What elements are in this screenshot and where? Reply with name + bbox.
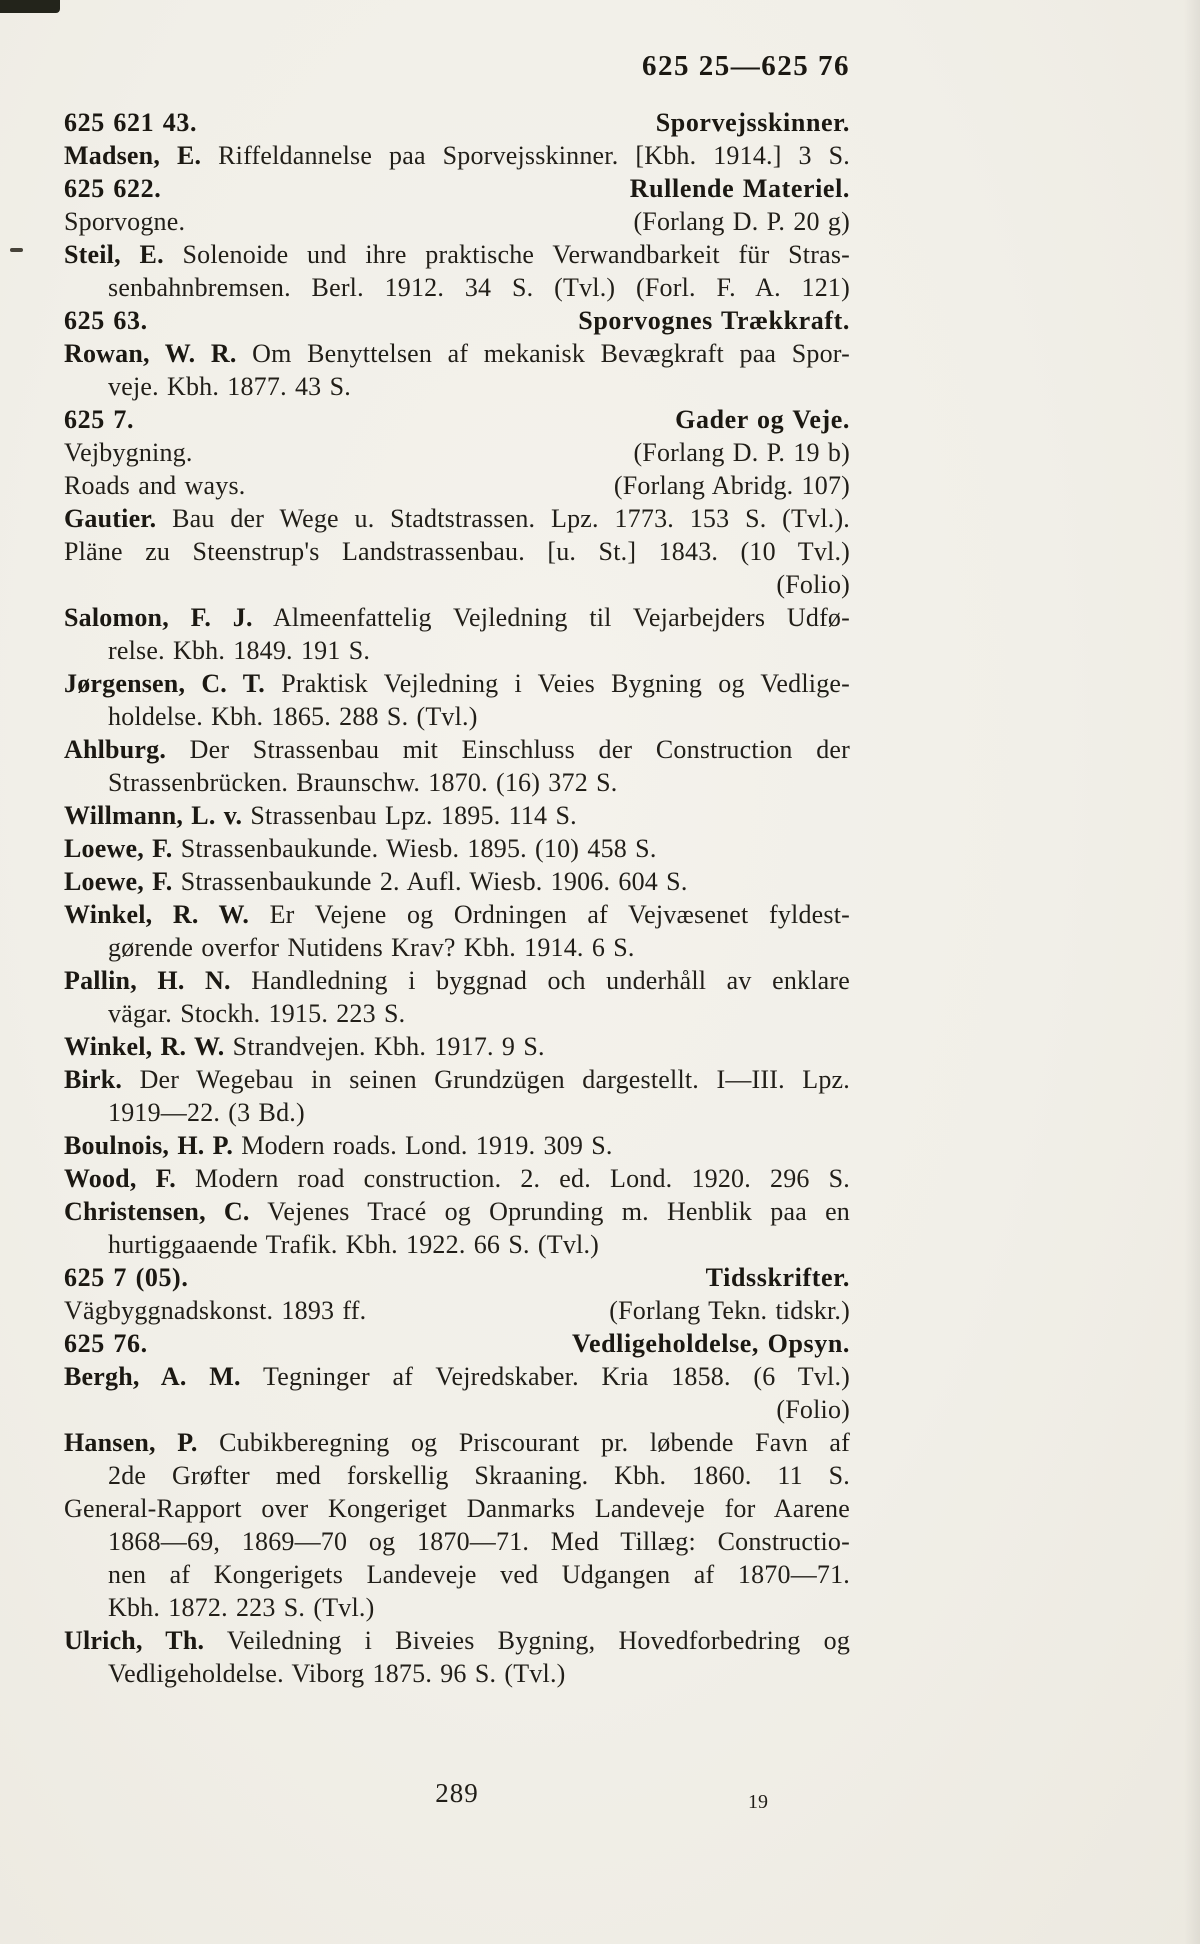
entry-continuation-line [64,1558,850,1591]
entry-author: Wood, F. [64,1164,176,1193]
page-header-classification-range: 625 25—625 76 [642,50,850,82]
entry-text: Vedligeholdelse. Viborg 1875. 96 S. (Tvl.) [108,1659,566,1688]
entry-author: Birk. [64,1065,123,1094]
entry-text: holdelse. Kbh. 1865. 288 S. (Tvl.) [108,702,478,731]
entry-line [64,139,850,172]
reference-note: (Forlang Abridg. 107) [613,471,850,500]
format-note-line [64,568,850,601]
section-number: 625 63. [64,306,148,335]
entry-text: Cubikberegning og Priscourant pr. løbende Favn af [219,1428,851,1457]
entry-line [64,1624,850,1657]
entry-text: hurtiggaaende Trafik. Kbh. 1922. 66 S. (Tvl.) [108,1230,600,1259]
entry-text: Er Vejene og Ordningen af Vejvæsenet fyldest- [269,900,850,929]
reference-line [64,469,850,502]
format-note-line [64,1393,850,1426]
entry-text: Strassenbaukunde. Wiesb. 1895. (10) 458 S. [180,834,657,863]
section-heading-line [64,1327,850,1360]
entry-text: veje. Kbh. 1877. 43 S. [108,372,351,401]
entry-line [64,799,850,832]
entry-author: Loewe, F. [64,834,173,863]
entry-author: Hansen, P. [64,1428,198,1457]
entry-text: 1919—22. (3 Bd.) [108,1098,305,1127]
entry-continuation-line [64,700,850,733]
section-heading-line [64,403,850,436]
entry-text: senbahnbremsen. Berl. 1912. 34 S. (Tvl.) (Forl. F. A. 121) [108,273,850,302]
entry-author: Steil, E. [64,240,164,269]
entry-line [64,898,850,931]
entry-author: Madsen, E. [64,141,202,170]
section-title: Tidsskrifter. [705,1263,850,1292]
entry-continuation-line [64,370,850,403]
entry-text: nen af Kongerigets Landeveje ved Udgangen af 1870—71. [108,1560,850,1589]
entry-line [64,832,850,865]
entry-text: 2de Grøfter med forskellig Skraaning. Kbh. 1860. 11 S. [108,1461,850,1490]
entry-continuation-line [64,931,850,964]
entry-line [64,1195,850,1228]
entry-text: Solenoide und ihre praktische Verwandbarkeit für Stras- [182,240,851,269]
entry-continuation-line [64,271,850,304]
entry-line [64,964,850,997]
entry-text: Handledning i byggnad och underhåll av enklare [251,966,850,995]
entry-author: Boulnois, H. P. [64,1131,234,1160]
entry-author: Jørgensen, C. T. [64,669,266,698]
entry-text: 1868—69, 1869—70 og 1870—71. Med Tillæg: Constructio- [108,1527,850,1556]
reference-line [64,1294,850,1327]
entry-text: Om Benyttelsen af mekanisk Bevægkraft paa Spor- [252,339,850,368]
section-heading-line [64,1261,850,1294]
reference-note: (Forlang D. P. 20 g) [633,207,850,236]
section-title: Rullende Materiel. [629,174,850,203]
section-heading-line [64,106,850,139]
reference-label: Vejbygning. [64,438,193,467]
entry-text: Almeenfattelig Vejledning til Vejarbejders Udfø- [272,603,850,632]
page-number: 289 [435,1778,479,1808]
entry-line [64,535,850,568]
catalog-lines-container [64,106,850,1690]
entry-author: Loewe, F. [64,867,173,896]
reference-line [64,205,850,238]
section-number: 625 621 43. [64,108,198,137]
entry-line [64,502,850,535]
entry-line [64,601,850,634]
entry-text: General-Rapport over Kongeriget Danmarks Landeveje for Aarene [64,1494,850,1523]
entry-line [64,1426,850,1459]
entry-author: Rowan, W. R. [64,339,237,368]
entry-text: gørende overfor Nutidens Krav? Kbh. 1914. 6 S. [108,933,635,962]
entry-author: Winkel, R. W. [64,1032,225,1061]
format-note: (Folio) [776,570,850,599]
entry-text: Strandvejen. Kbh. 1917. 9 S. [232,1032,545,1061]
section-title: Gader og Veje. [675,405,850,434]
entry-line [64,1030,850,1063]
entry-text: Pläne zu Steenstrup's Landstrassenbau. [u. St.] 1843. (10 Tvl.) [64,537,850,566]
entry-author: Winkel, R. W. [64,900,250,929]
entry-continuation-line [64,1459,850,1492]
section-number: 625 7. [64,405,135,434]
format-note: (Folio) [776,1395,850,1424]
entry-text: Strassenbau Lpz. 1895. 114 S. [250,801,577,830]
entry-author: Salomon, F. J. [64,603,253,632]
reference-note: (Forlang D. P. 19 b) [633,438,850,467]
entry-text: Tegninger af Vejredskaber. Kria 1858. (6 Tvl.) [262,1362,851,1391]
entry-continuation-line [64,1525,850,1558]
entry-line [64,1162,850,1195]
entry-author: Christensen, C. [64,1197,250,1226]
entry-line [64,733,850,766]
section-title: Sporvejsskinner. [655,108,850,137]
reference-label: Vägbyggnadskonst. 1893 ff. [64,1296,367,1325]
entry-text: Praktisk Vejledning i Veies Bygning og Vedlige- [281,669,851,698]
reference-note: (Forlang Tekn. tidskr.) [609,1296,850,1325]
entry-author: Bergh, A. M. [64,1362,241,1391]
scan-artifact-dash [10,248,23,252]
entry-continuation-line [64,1096,850,1129]
section-number: 625 76. [64,1329,148,1358]
entry-line [64,1063,850,1096]
entry-text: Kbh. 1872. 223 S. (Tvl.) [108,1593,375,1622]
scan-artifact-corner [0,0,60,13]
entry-text: Der Strassenbau mit Einschluss der Construction der [189,735,851,764]
entry-text: Strassenbaukunde 2. Aufl. Wiesb. 1906. 604 S. [180,867,688,896]
entry-line [64,1492,850,1525]
entry-line [64,667,850,700]
entry-line [64,337,850,370]
entry-continuation-line [64,766,850,799]
reference-line [64,436,850,469]
entry-text: Modern road construction. 2. ed. Lond. 1920. 296 S. [195,1164,851,1193]
entry-author: Gautier. [64,504,157,533]
section-title: Vedligeholdelse, Opsyn. [571,1329,850,1358]
entry-author: Pallin, H. N. [64,966,231,995]
text-column [64,50,850,1690]
entry-text: Bau der Wege u. Stadtstrassen. Lpz. 1773. 153 S. (Tvl.). [172,504,851,533]
entry-text: Vejenes Tracé og Oprunding m. Henblik paa en [267,1197,851,1226]
entry-text: Der Wegebau in seinen Grundzügen dargestellt. I—III. Lpz. [139,1065,850,1094]
entry-line [64,1360,850,1393]
section-heading-line [64,172,850,205]
entry-text: Modern roads. Lond. 1919. 309 S. [241,1131,613,1160]
entry-text: Riffeldannelse paa Sporvejsskinner. [Kbh. 1914.] 3 S. [218,141,850,170]
entry-author: Willmann, L. v. [64,801,243,830]
entry-continuation-line [64,634,850,667]
entry-author: Ulrich, Th. [64,1626,205,1655]
entry-text: vägar. Stockh. 1915. 223 S. [108,999,406,1028]
entry-text: Strassenbrücken. Braunschw. 1870. (16) 372 S. [108,768,618,797]
entry-continuation-line [64,1657,850,1690]
reference-label: Roads and ways. [64,471,246,500]
entry-line [64,238,850,271]
section-number: 625 622. [64,174,162,203]
entry-text: relse. Kbh. 1849. 191 S. [108,636,371,665]
entry-author: Ahlburg. [64,735,167,764]
entry-continuation-line [64,1228,850,1261]
entry-line [64,865,850,898]
entry-line [64,1129,850,1162]
section-title: Sporvognes Trækkraft. [578,306,850,335]
entry-text: Veiledning i Biveies Bygning, Hovedforbedring og [226,1626,851,1655]
entry-continuation-line [64,1591,850,1624]
section-heading-line [64,304,850,337]
section-number: 625 7 (05). [64,1263,189,1292]
entry-continuation-line [64,997,850,1030]
sheet-signature: 19 [748,1791,768,1813]
reference-label: Sporvogne. [64,207,186,236]
